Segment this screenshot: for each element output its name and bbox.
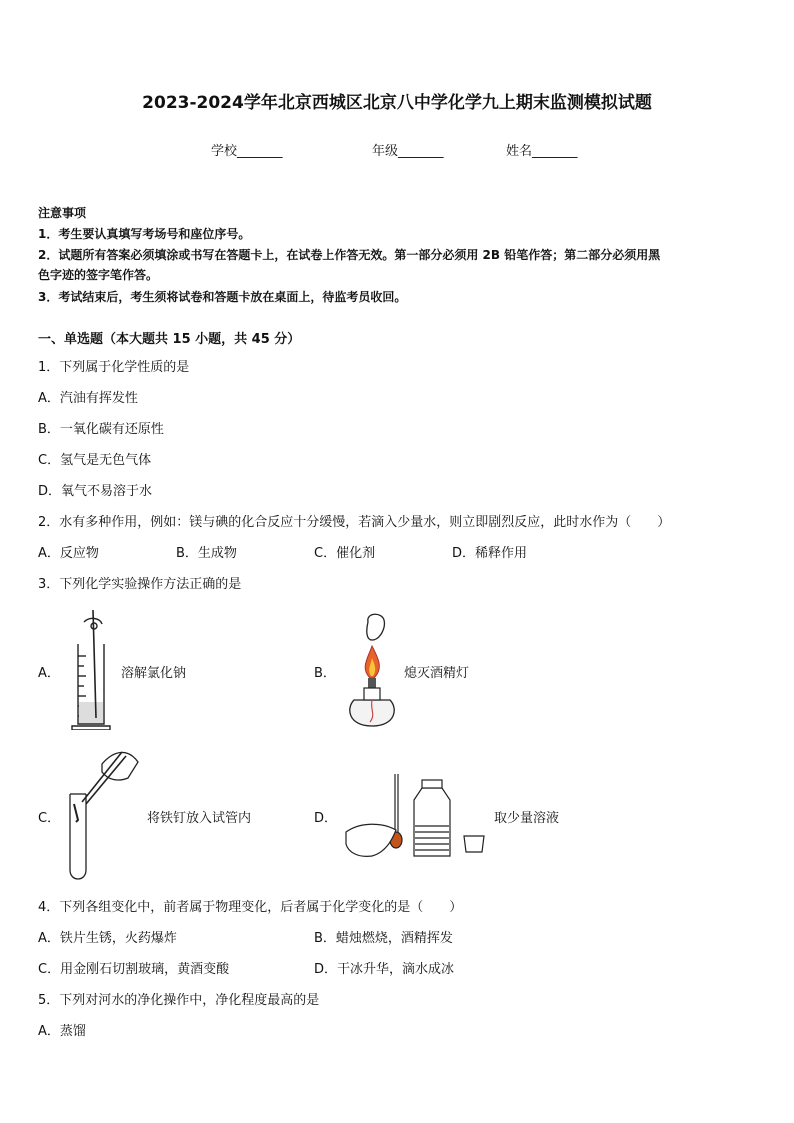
note-item: 3．考试结束后，考生须将试卷和答题卡放在桌面上，待监考员收回。 xyxy=(38,290,407,304)
q3-option-c: C． xyxy=(38,811,61,826)
test-tube-image xyxy=(70,752,138,879)
q3-option-b: B． xyxy=(314,666,336,681)
q5-option-a: A．蒸馏 xyxy=(38,1024,86,1039)
test-tube-figure xyxy=(62,742,142,884)
question-3-stem: 3．下列化学实验操作方法正确的是 xyxy=(38,577,242,592)
q4-option-a: A．铁片生锈，火药爆炸 xyxy=(38,931,177,946)
q3-caption-c: 将铁钉放入试管内 xyxy=(147,811,252,826)
question-5-stem: 5．下列对河水的净化操作中，净化程度最高的是 xyxy=(38,993,320,1008)
q2-option-a: A．反应物 xyxy=(38,546,99,561)
q1-option-c: C．氢气是无色气体 xyxy=(38,453,152,468)
q3-option-a: A． xyxy=(38,666,60,681)
q3-caption-d: 取少量溶液 xyxy=(494,811,560,826)
q3-caption-b: 熄灭酒精灯 xyxy=(404,666,470,681)
q1-option-b: B．一氧化碳有还原性 xyxy=(38,422,164,437)
graduated-cylinder-figure xyxy=(66,606,114,730)
school-field: 学校_______ xyxy=(211,144,283,159)
notes-heading: 注意事项 xyxy=(38,206,87,220)
section-heading: 一、单选题（本大题共 15 小题，共 45 分） xyxy=(38,332,301,347)
q1-option-a: A．汽油有挥发性 xyxy=(38,391,138,406)
q1-option-d: D．氧气不易溶于水 xyxy=(38,484,153,499)
cylinder-image xyxy=(72,610,110,730)
note-item: 1．考生要认真填写考场号和座位序号。 xyxy=(38,227,251,241)
note-item: 色字迹的签字笔作答。 xyxy=(38,268,159,282)
q2-option-d: D．稀释作用 xyxy=(452,546,528,561)
question-4-stem: 4．下列各组变化中，前者属于物理变化，后者属于化学变化的是（ ） xyxy=(38,900,463,915)
q4-option-c: C．用金刚石切割玻璃，黄酒变酸 xyxy=(38,962,230,977)
q4-option-b: B．蜡烛燃烧，酒精挥发 xyxy=(314,931,453,946)
note-item: 2．试题所有答案必须填涂或书写在答题卡上，在试卷上作答无效。第一部分必须用 2B 铅笔作答；第二部分必须用黑 xyxy=(38,248,661,262)
q3-caption-a: 溶解氯化钠 xyxy=(121,666,187,681)
name-field: 姓名_______ xyxy=(506,144,578,159)
alcohol-lamp-figure xyxy=(340,610,400,730)
dropper-figure xyxy=(342,770,490,862)
q2-option-b: B．生成物 xyxy=(176,546,237,561)
q2-option-c: C．催化剂 xyxy=(314,546,376,561)
page-title: 2023-2024学年北京西城区北京八中学化学九上期末监测模拟试题 xyxy=(142,93,652,113)
dropper-image xyxy=(346,774,484,856)
question-2-stem: 2．水有多种作用，例如：镁与碘的化合反应十分缓慢，若滴入少量水，则立即剧烈反应，此时水作为（ ） xyxy=(38,515,671,530)
q4-option-d: D．干冰升华，滴水成冰 xyxy=(314,962,455,977)
lamp-image xyxy=(350,614,394,726)
question-1-stem: 1．下列属于化学性质的是 xyxy=(38,360,190,375)
q3-option-d: D． xyxy=(314,811,338,826)
grade-field: 年级_______ xyxy=(372,144,444,159)
